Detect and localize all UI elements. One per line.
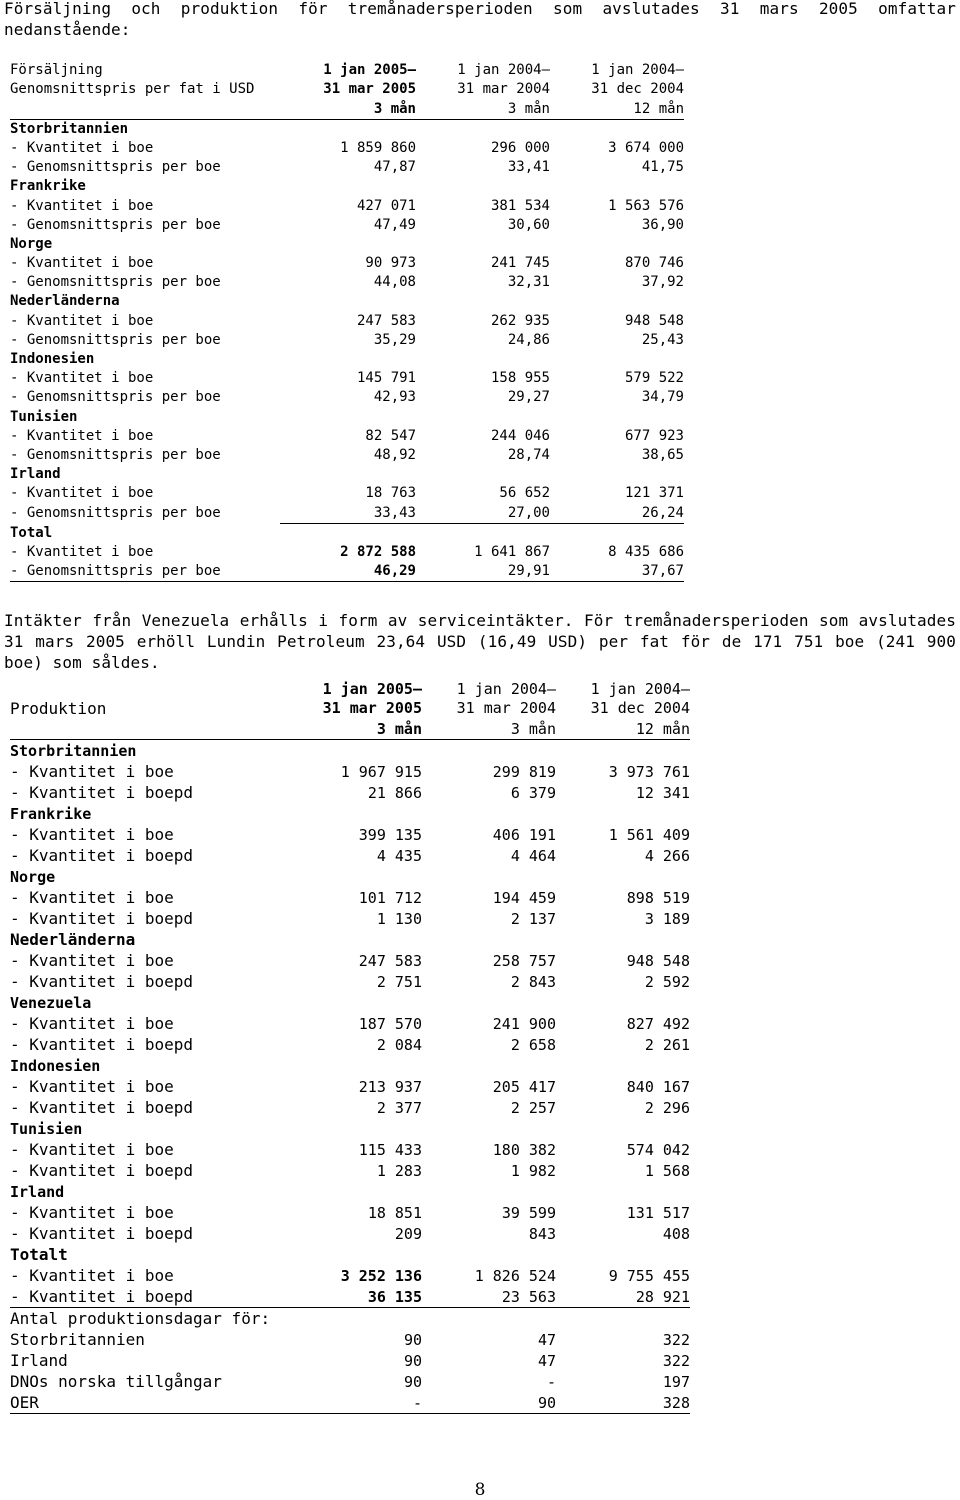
table-row	[10, 1139, 690, 1160]
value-cell: 205 417	[492, 1078, 556, 1096]
group-heading: Total	[10, 524, 53, 541]
value-cell: 244 046	[490, 427, 550, 444]
row-label	[10, 718, 280, 740]
table-row	[10, 1223, 690, 1244]
group-heading: Irland	[10, 466, 61, 483]
table-row	[10, 845, 690, 866]
column-header: 3 mån	[280, 99, 416, 119]
value-cell: 29,27	[507, 389, 550, 406]
table-row	[10, 718, 690, 740]
group-heading: Indonesien	[10, 1057, 101, 1075]
value-cell: 101 712	[358, 889, 422, 907]
value-cell: 131 517	[626, 1204, 690, 1222]
table-row	[10, 446, 684, 465]
table-row	[10, 388, 684, 407]
table-row	[10, 699, 690, 718]
value-cell: 1 130	[376, 910, 422, 928]
sales-table	[10, 61, 684, 582]
row-label: DNOs norska tillgångar	[10, 1372, 222, 1391]
group-heading: Storbritannien	[10, 120, 129, 137]
table-row	[10, 427, 684, 446]
value-cell: 870 746	[624, 255, 684, 272]
column-header: 31 mar 2004	[456, 699, 556, 717]
value-cell: 33,43	[280, 503, 416, 523]
group-heading: Totalt	[10, 1245, 68, 1264]
group-heading: Venezuela	[10, 994, 92, 1012]
value-cell: 328	[556, 1392, 690, 1414]
value-cell: 948 548	[626, 952, 690, 970]
table-row	[10, 1286, 690, 1308]
value-cell: 247 583	[358, 952, 422, 970]
column-header: 1 jan 2004–	[456, 680, 556, 698]
value-cell: 827 492	[626, 1015, 690, 1033]
table-row	[10, 866, 690, 887]
table-row	[10, 61, 684, 80]
value-cell: 28,74	[507, 446, 550, 463]
column-header: 31 mar 2004	[457, 81, 550, 98]
value-cell: 44,08	[373, 274, 416, 291]
table-row	[10, 1160, 690, 1181]
row-label: OER	[10, 1392, 280, 1414]
column-header: 31 dec 2004	[590, 699, 690, 717]
value-cell: 23 563	[422, 1286, 556, 1308]
table-row	[10, 216, 684, 235]
value-cell: 843	[528, 1225, 556, 1243]
row-label: - Kvantitet i boe	[10, 427, 154, 444]
value-cell: 32,31	[507, 274, 550, 291]
value-cell: 213 937	[358, 1078, 422, 1096]
value-cell: 677 923	[624, 427, 684, 444]
value-cell: 47	[537, 1331, 556, 1349]
value-cell: -	[280, 1392, 422, 1414]
group-heading: Frankrike	[10, 178, 86, 195]
group-heading: Irland	[10, 1183, 65, 1201]
group-heading: Tunisien	[10, 1120, 83, 1138]
value-cell: 187 570	[358, 1015, 422, 1033]
value-cell: 258 757	[492, 952, 556, 970]
value-cell: 1 561 409	[608, 826, 690, 844]
value-cell: 3 252 136	[340, 1267, 422, 1285]
row-label: - Kvantitet i boepd	[10, 1098, 194, 1117]
table-row	[10, 1118, 690, 1139]
group-heading: Nederländerna	[10, 930, 136, 949]
row-label: Genomsnittspris per fat i USD	[10, 81, 255, 98]
table-row	[10, 1034, 690, 1055]
value-cell: 25,43	[641, 331, 684, 348]
column-header: 3 mån	[280, 718, 422, 740]
value-cell: 2 658	[510, 1036, 556, 1054]
row-label: - Kvantitet i boe	[10, 312, 154, 329]
table-row	[10, 273, 684, 292]
value-cell: 47	[537, 1352, 556, 1370]
value-cell: 1 283	[376, 1162, 422, 1180]
value-cell: 90	[422, 1392, 556, 1414]
row-label: - Kvantitet i boepd	[10, 909, 194, 928]
table-row	[10, 761, 690, 782]
table-row	[10, 292, 684, 311]
table-row	[10, 740, 690, 762]
table-row	[10, 887, 690, 908]
value-cell: 2 257	[510, 1099, 556, 1117]
table-row	[10, 369, 684, 388]
row-label: - Kvantitet i boe	[10, 825, 174, 844]
value-cell: 2 377	[376, 1099, 422, 1117]
group-heading: Storbritannien	[10, 742, 137, 760]
value-cell: 47,87	[373, 159, 416, 176]
row-label: - Genomsnittspris per boe	[10, 216, 221, 233]
table-row	[10, 992, 690, 1013]
production-table	[10, 680, 690, 1414]
table-row	[10, 1202, 690, 1223]
row-label: Produktion	[10, 699, 107, 718]
table-row	[10, 1055, 690, 1076]
value-cell: 38,65	[641, 446, 684, 463]
row-label: - Kvantitet i boe	[10, 139, 154, 156]
value-cell: 90	[403, 1352, 422, 1370]
row-label: - Kvantitet i boepd	[10, 972, 194, 991]
row-label: - Genomsnittspris per boe	[10, 562, 280, 582]
value-cell: 2 872 588	[340, 543, 416, 560]
group-heading: Nederländerna	[10, 293, 120, 310]
row-label: - Kvantitet i boepd	[10, 1224, 194, 1243]
row-label: - Kvantitet i boe	[10, 1203, 174, 1222]
value-cell: 47,49	[373, 216, 416, 233]
table-row	[10, 971, 690, 992]
value-cell: 381 534	[490, 197, 550, 214]
value-cell: 241 745	[490, 255, 550, 272]
table-row	[10, 1329, 690, 1350]
value-cell: 90	[403, 1331, 422, 1349]
value-cell: 241 900	[492, 1015, 556, 1033]
value-cell: 29,91	[416, 562, 550, 582]
value-cell: 158 955	[490, 370, 550, 387]
value-cell: 21 866	[367, 784, 422, 802]
value-cell: 46,29	[280, 562, 416, 582]
value-cell: 574 042	[626, 1141, 690, 1159]
table-row	[10, 1350, 690, 1371]
value-cell: 30,60	[507, 216, 550, 233]
column-header: 1 jan 2004–	[590, 680, 690, 698]
row-label: - Kvantitet i boe	[10, 1140, 174, 1159]
value-cell: 427 071	[356, 197, 416, 214]
table-row	[10, 929, 690, 950]
value-cell: 34,79	[641, 389, 684, 406]
table-row	[10, 139, 684, 158]
value-cell: 322	[662, 1352, 690, 1370]
table-row	[10, 1097, 690, 1118]
value-cell: 8 435 686	[608, 543, 684, 560]
row-label: - Genomsnittspris per boe	[10, 331, 221, 348]
value-cell: 4 266	[644, 847, 690, 865]
table-row	[10, 503, 684, 523]
value-cell: 36,90	[641, 216, 684, 233]
table-row	[10, 311, 684, 330]
table-row	[10, 782, 690, 803]
table-row	[10, 1181, 690, 1202]
row-label: - Kvantitet i boe	[10, 1077, 174, 1096]
column-header: 3 mån	[422, 718, 556, 740]
row-label	[10, 99, 280, 119]
table-row	[10, 680, 690, 699]
row-label: - Genomsnittspris per boe	[10, 389, 221, 406]
table-row	[10, 254, 684, 273]
row-label: - Kvantitet i boe	[10, 485, 154, 502]
value-cell: 121 371	[624, 485, 684, 502]
value-cell: 262 935	[490, 312, 550, 329]
value-cell: 247 583	[356, 312, 416, 329]
group-heading: Norge	[10, 868, 56, 886]
table-row	[10, 824, 690, 845]
value-cell: 4 464	[510, 847, 556, 865]
row-label: - Kvantitet i boe	[10, 1014, 174, 1033]
value-cell: 1 563 576	[608, 197, 684, 214]
value-cell: 1 826 524	[474, 1267, 556, 1285]
table-row	[10, 523, 684, 543]
row-label: Försäljning	[10, 62, 103, 79]
row-label: - Kvantitet i boe	[10, 197, 154, 214]
row-label: - Kvantitet i boepd	[10, 1035, 194, 1054]
venezuela-paragraph: Intäkter från Venezuela erhålls i form av serviceintäkter. För tremånadersperioden som avslutades 31 mars 2005 erhöll Lundin Petroleum 23,64 USD (16,49 USD) per fat för de 171 751 boe (241 900 boe) som såldes.	[4, 611, 956, 672]
table-row	[10, 350, 684, 369]
value-cell: 9 755 455	[608, 1267, 690, 1285]
table-row	[10, 177, 684, 196]
table-row	[10, 908, 690, 929]
value-cell: 48,92	[373, 446, 416, 463]
value-cell: 35,29	[373, 331, 416, 348]
value-cell: 12 341	[635, 784, 690, 802]
table-row	[10, 1244, 690, 1265]
value-cell: 37,67	[550, 562, 684, 582]
value-cell: 56 652	[499, 485, 550, 502]
value-cell: 41,75	[641, 159, 684, 176]
table-row	[10, 331, 684, 350]
value-cell: 39 599	[501, 1204, 556, 1222]
value-cell: 2 261	[644, 1036, 690, 1054]
row-label: - Kvantitet i boe	[10, 543, 154, 560]
value-cell: 18 851	[367, 1204, 422, 1222]
value-cell: 2 296	[644, 1099, 690, 1117]
value-cell: 194 459	[492, 889, 556, 907]
value-cell: 399 135	[358, 826, 422, 844]
value-cell: 209	[394, 1225, 422, 1243]
row-label	[10, 680, 280, 699]
table-row	[10, 484, 684, 503]
row-label: - Kvantitet i boepd	[10, 783, 194, 802]
value-cell: 948 548	[624, 312, 684, 329]
row-label: Storbritannien	[10, 1330, 145, 1349]
group-heading: Indonesien	[10, 351, 95, 367]
column-header: 31 mar 2005	[322, 699, 422, 717]
row-label: Irland	[10, 1351, 68, 1370]
page-number: 8	[474, 1480, 486, 1500]
row-label: - Kvantitet i boe	[10, 951, 174, 970]
table-row	[10, 562, 684, 582]
value-cell: 408	[662, 1225, 690, 1243]
value-cell: 18 763	[365, 485, 416, 502]
value-cell: 28 921	[556, 1286, 690, 1308]
table-row	[10, 196, 684, 215]
row-label: - Kvantitet i boe	[10, 1266, 174, 1285]
value-cell: 2 751	[376, 973, 422, 991]
column-header: 1 jan 2005–	[322, 680, 422, 698]
table-row	[10, 543, 684, 562]
value-cell: 1 859 860	[340, 139, 416, 156]
row-label: - Genomsnittspris per boe	[10, 274, 221, 291]
value-cell: 2 084	[376, 1036, 422, 1054]
group-heading: Norge	[10, 235, 53, 252]
value-cell: -	[546, 1373, 556, 1391]
value-cell: 579 522	[624, 370, 684, 387]
value-cell: 840 167	[626, 1078, 690, 1096]
table-row	[10, 1076, 690, 1097]
group-heading: Frankrike	[10, 805, 92, 823]
row-label: - Kvantitet i boe	[10, 255, 154, 272]
value-cell: 33,41	[507, 159, 550, 176]
value-cell: 898 519	[626, 889, 690, 907]
row-label: - Kvantitet i boepd	[10, 846, 194, 865]
row-label: - Kvantitet i boe	[10, 888, 174, 907]
table-row	[10, 235, 684, 254]
value-cell: 4 435	[376, 847, 422, 865]
value-cell: 24,86	[507, 331, 550, 348]
table-row	[10, 1371, 690, 1392]
table-row	[10, 119, 684, 139]
value-cell: 1 982	[510, 1162, 556, 1180]
table-row	[10, 1392, 690, 1414]
table-row	[10, 158, 684, 177]
value-cell: 1 967 915	[340, 763, 422, 781]
table-row	[10, 465, 684, 484]
row-label: - Kvantitet i boepd	[10, 1161, 194, 1180]
value-cell: 296 000	[490, 139, 550, 156]
column-header: 1 jan 2005–	[323, 62, 416, 79]
value-cell: 406 191	[492, 826, 556, 844]
value-cell: 3 674 000	[608, 139, 684, 156]
column-header: 1 jan 2004–	[591, 62, 684, 79]
value-cell: 3 189	[644, 910, 690, 928]
column-header: 12 mån	[550, 99, 684, 119]
value-cell: 26,24	[550, 503, 684, 523]
value-cell: 180 382	[492, 1141, 556, 1159]
column-header: 12 mån	[556, 718, 690, 740]
column-header: 31 mar 2005	[323, 81, 416, 98]
value-cell: 82 547	[365, 427, 416, 444]
value-cell: 3 973 761	[608, 763, 690, 781]
value-cell: 6 379	[510, 784, 556, 802]
value-cell: 197	[662, 1373, 690, 1391]
table-row	[10, 1265, 690, 1286]
intro-paragraph: Försäljning och produktion för tremånadersperioden som avslutades 31 mars 2005 omfattar nedanstående:	[4, 0, 956, 39]
column-header: 1 jan 2004–	[457, 62, 550, 79]
value-cell: 322	[662, 1331, 690, 1349]
value-cell: 145 791	[356, 370, 416, 387]
value-cell: 1 641 867	[474, 543, 550, 560]
column-header: 3 mån	[416, 99, 550, 119]
row-label: - Genomsnittspris per boe	[10, 159, 221, 176]
table-row	[10, 1308, 690, 1330]
row-label: - Kvantitet i boe	[10, 762, 174, 781]
value-cell: 1 568	[644, 1162, 690, 1180]
row-label: - Genomsnittspris per boe	[10, 505, 221, 521]
column-header: 31 dec 2004	[591, 81, 684, 98]
value-cell: 90	[403, 1373, 422, 1391]
value-cell: 90 973	[365, 255, 416, 272]
table-row	[10, 99, 684, 119]
group-heading: Tunisien	[10, 408, 78, 425]
table-row	[10, 80, 684, 99]
table-row	[10, 407, 684, 426]
value-cell: 42,93	[373, 389, 416, 406]
table-row	[10, 950, 690, 971]
value-cell: 115 433	[358, 1141, 422, 1159]
value-cell: 299 819	[492, 763, 556, 781]
table-row	[10, 1013, 690, 1034]
value-cell: 2 843	[510, 973, 556, 991]
value-cell: 37,92	[641, 274, 684, 291]
row-label: Antal produktionsdagar för:	[10, 1309, 271, 1328]
value-cell: 27,00	[416, 503, 550, 523]
row-label: - Kvantitet i boepd	[10, 1286, 280, 1308]
table-row	[10, 803, 690, 824]
row-label: - Kvantitet i boe	[10, 370, 154, 387]
row-label: - Genomsnittspris per boe	[10, 446, 221, 463]
value-cell: 2 137	[510, 910, 556, 928]
value-cell: 36 135	[280, 1286, 422, 1308]
value-cell: 2 592	[644, 973, 690, 991]
